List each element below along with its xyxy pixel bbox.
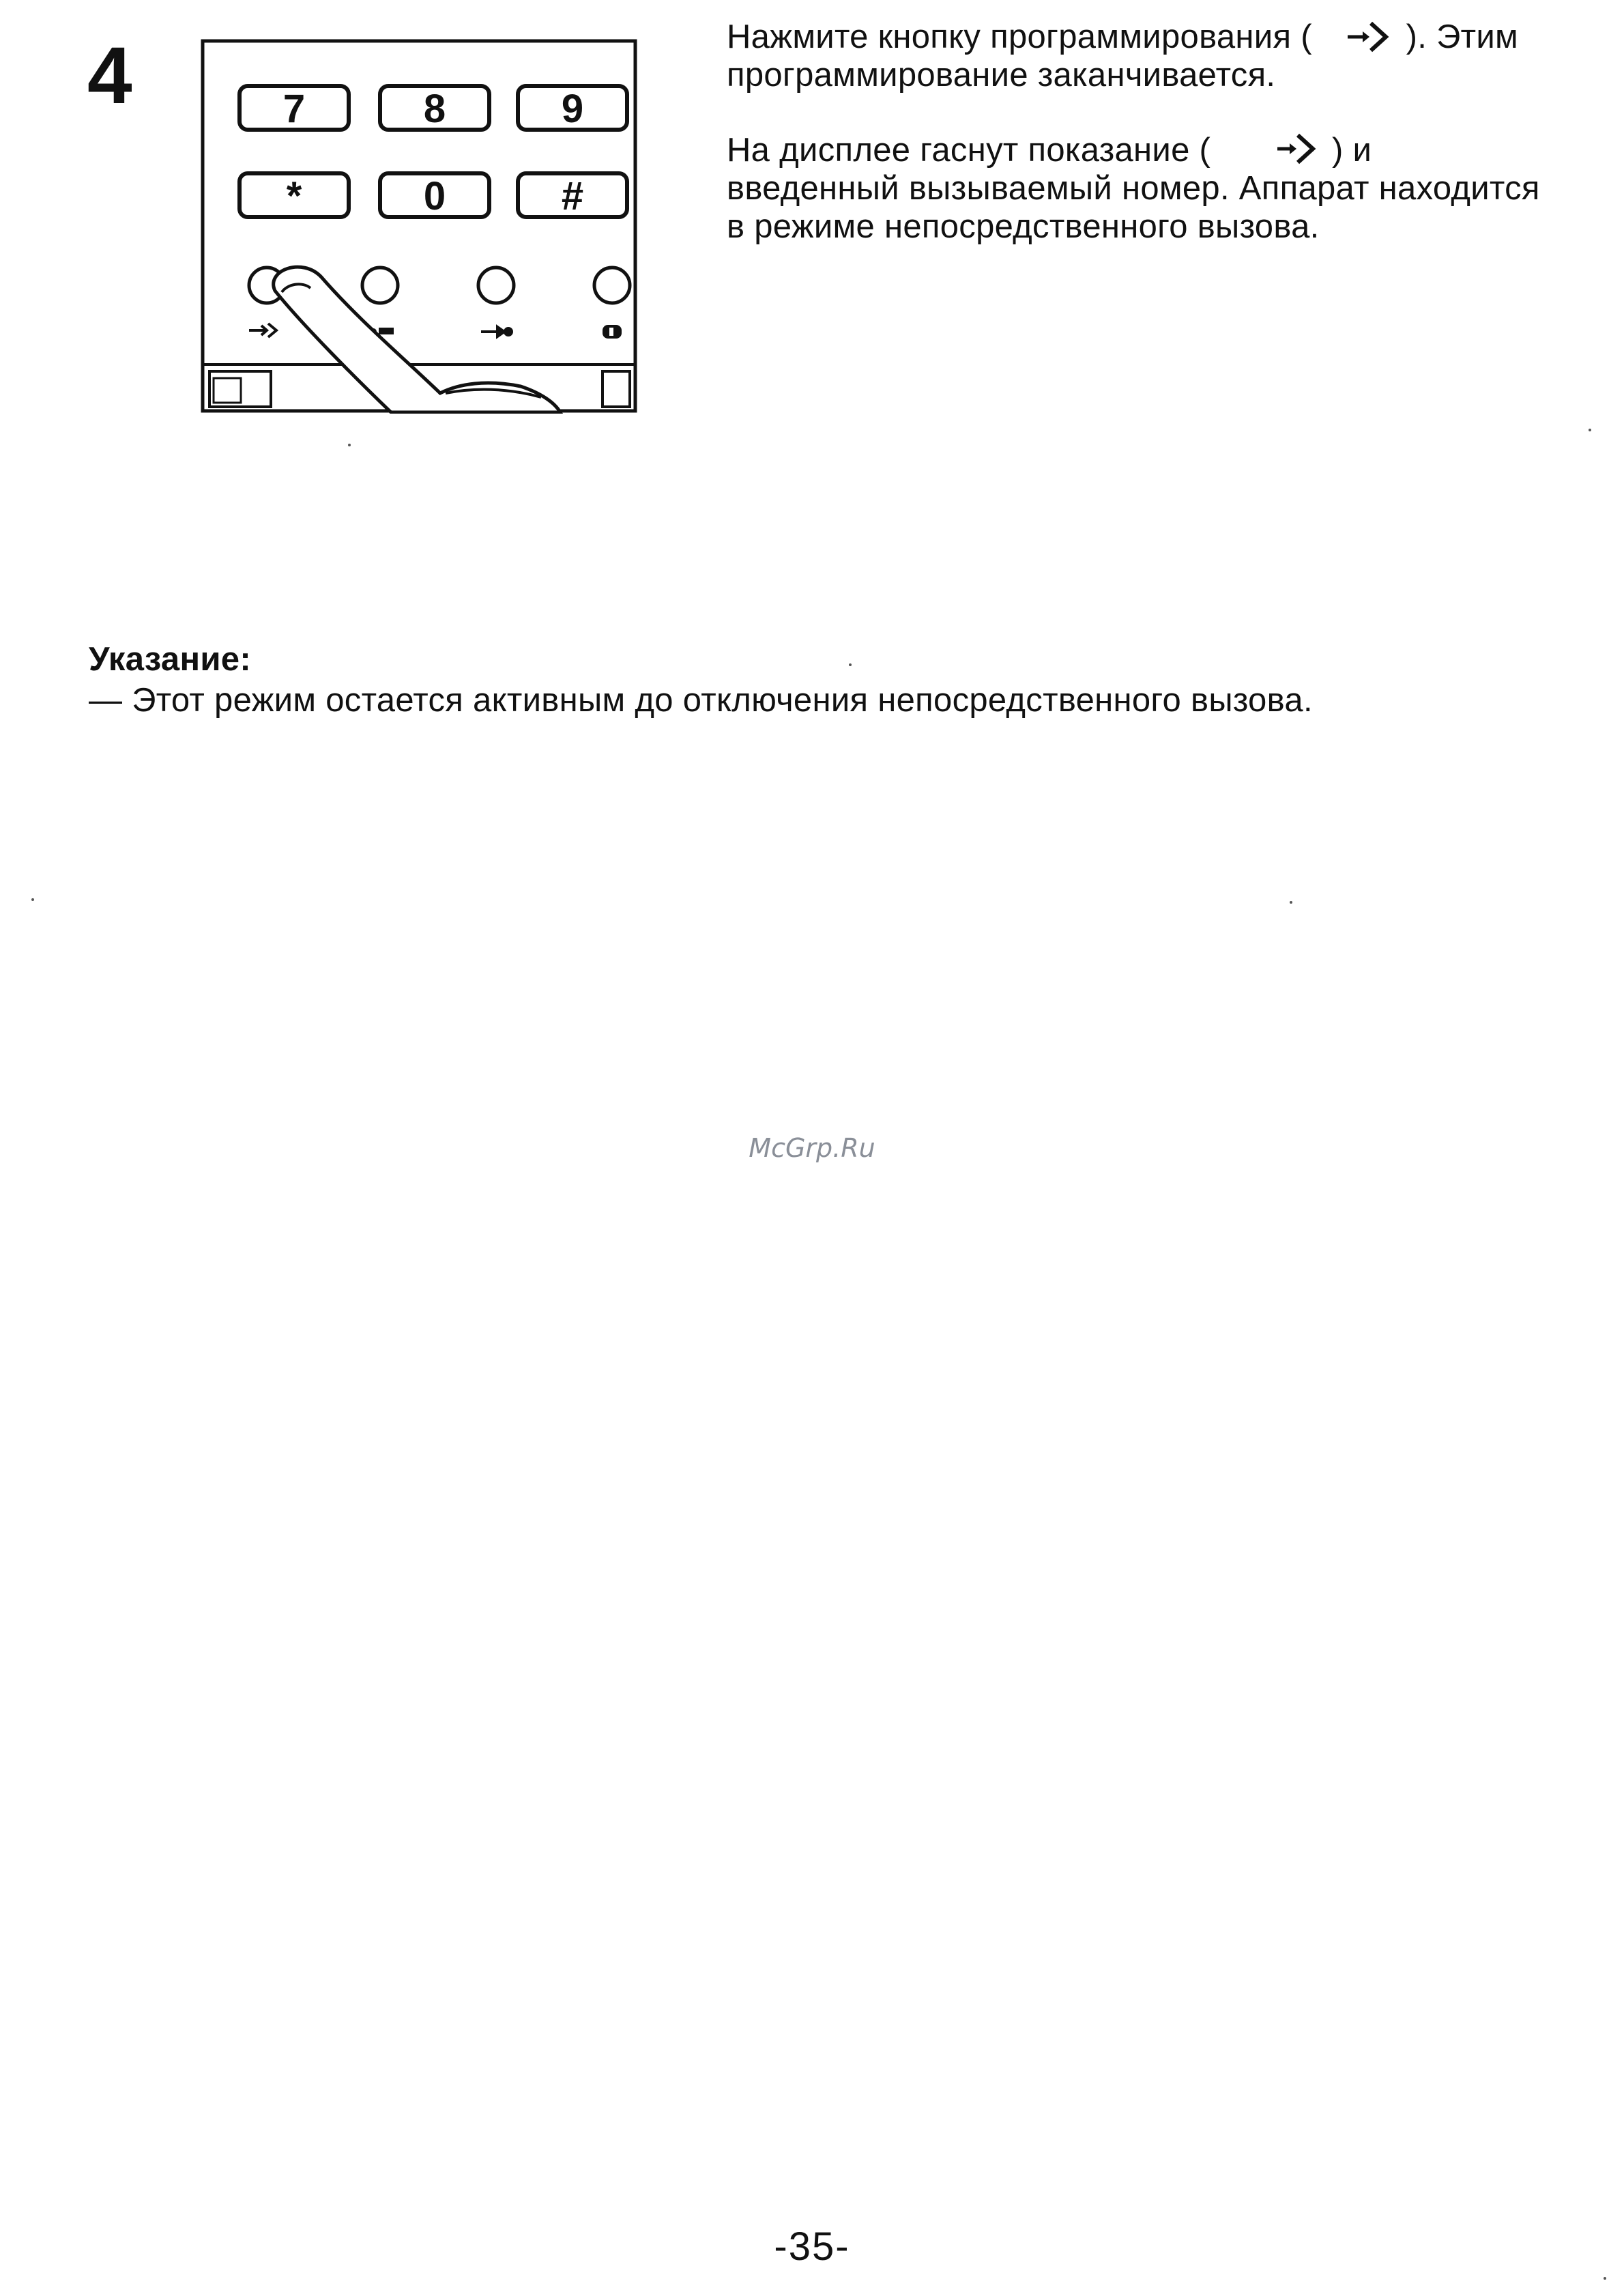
instruction-text bbox=[727, 18, 1546, 246]
note-block bbox=[89, 639, 1590, 721]
instruction-paragraph-1 bbox=[727, 18, 1546, 94]
step-number: 4 bbox=[87, 31, 132, 121]
key-9[interactable] bbox=[518, 86, 627, 131]
program-arrow-icon bbox=[1220, 132, 1322, 167]
instruction-paragraph-2 bbox=[727, 131, 1546, 246]
key-7[interactable] bbox=[240, 86, 349, 131]
svg-text:*: * bbox=[286, 174, 302, 218]
function-button-3[interactable] bbox=[478, 268, 514, 303]
note-title: Указание: bbox=[89, 641, 251, 678]
function-button-2[interactable] bbox=[362, 268, 398, 303]
key-star[interactable] bbox=[240, 173, 349, 218]
key-hash[interactable] bbox=[518, 173, 627, 218]
scan-speck bbox=[348, 444, 351, 446]
svg-text:9: 9 bbox=[561, 87, 584, 131]
scan-speck bbox=[1589, 429, 1591, 431]
instruction-p1-end: ). Этим программирование заканчивается. bbox=[727, 18, 1519, 94]
page-number: -35- bbox=[774, 2224, 850, 2269]
scan-speck bbox=[1604, 2277, 1606, 2280]
program-arrow-icon bbox=[1322, 19, 1397, 53]
scan-speck bbox=[31, 898, 34, 901]
instruction-p2-end: ) и введенный вызываемый номер. Аппарат находится в режиме непосредственного вызова. bbox=[727, 132, 1540, 245]
key-8[interactable] bbox=[380, 86, 489, 131]
svg-text:0: 0 bbox=[423, 174, 446, 218]
svg-text:#: # bbox=[561, 174, 584, 218]
keypad-illustration bbox=[200, 38, 638, 414]
key-0[interactable] bbox=[380, 173, 489, 218]
svg-text:7: 7 bbox=[282, 87, 306, 131]
instruction-p1-start: Нажмите кнопку программирования ( bbox=[727, 18, 1312, 55]
instruction-p2-start: На дисплее гаснут показание ( bbox=[727, 132, 1211, 169]
memory-icon bbox=[603, 325, 622, 339]
note-text: — Этот режим остается активным до отключения непосредственного вызова. bbox=[89, 682, 1313, 719]
function-button-4[interactable] bbox=[594, 268, 630, 303]
svg-text:8: 8 bbox=[423, 87, 446, 131]
scan-speck bbox=[849, 663, 852, 666]
scan-speck bbox=[1290, 901, 1292, 904]
watermark: McGrp.Ru bbox=[749, 1133, 875, 1163]
